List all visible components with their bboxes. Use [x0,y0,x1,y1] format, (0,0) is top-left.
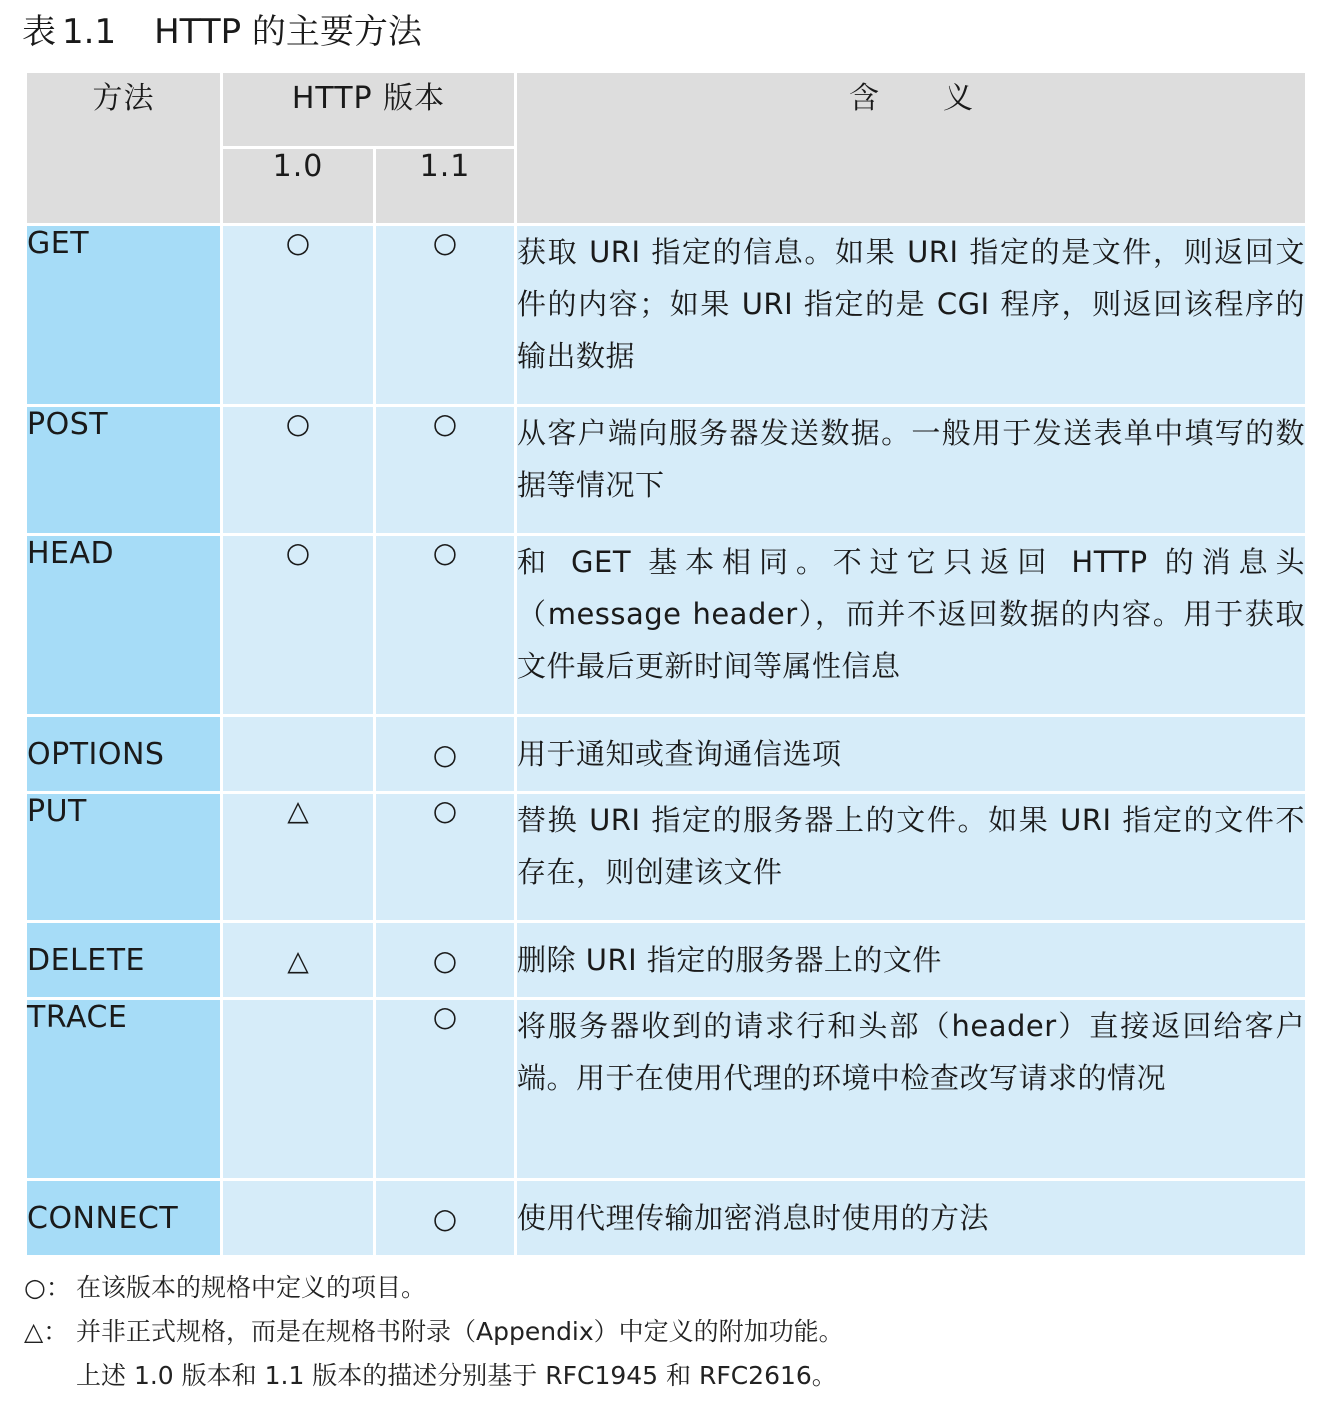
table-row [26,406,1307,535]
version-1-1-mark: ○ [375,922,516,999]
method-name: POST [26,406,222,535]
header-meaning-left: 含 [849,81,879,116]
version-1-1-mark: ○ [375,535,516,716]
table-row [26,793,1307,922]
table-row [26,225,1307,406]
caption-title: HTTP 的主要方法 [154,12,422,52]
table-caption [22,10,422,54]
version-1-1-mark: ○ [375,225,516,406]
method-description: 删除 URI 指定的服务器上的文件 [516,922,1307,999]
table-row [26,922,1307,999]
version-1-1-mark: ○ [375,793,516,922]
table-notes [24,1266,844,1398]
method-name: GET [26,225,222,406]
note-basis: 上述 1.0 版本和 1.1 版本的描述分别基于 RFC1945 和 RFC2616。 [76,1361,837,1390]
method-description: 和 GET 基本相同。不过它只返回 HTTP 的消息头（message header），而并不返回数据的内容。用于获取文件最后更新时间等属性信息 [516,535,1307,716]
header-method: 方法 [26,72,222,225]
method-description: 使用代理传输加密消息时使用的方法 [516,1180,1307,1257]
method-name: TRACE [26,999,222,1180]
header-meaning-right: 义 [943,81,973,116]
note-circle-symbol: ○： [24,1273,71,1302]
note-triangle [24,1310,844,1354]
header-version-group: HTTP 版本 [222,72,516,148]
method-name: HEAD [26,535,222,716]
method-name: DELETE [26,922,222,999]
note-triangle-text: 并非正式规格，而是在规格书附录（Appendix）中定义的附加功能。 [76,1317,844,1346]
version-1-0-mark: △ [222,922,375,999]
header-version-1-1: 1.1 [375,148,516,225]
header-meaning [516,72,1307,225]
method-description: 将服务器收到的请求行和头部（header）直接返回给客户端。用于在使用代理的环境中检查改写请求的情况 [516,999,1307,1180]
version-1-1-mark: ○ [375,1180,516,1257]
version-1-1-mark: ○ [375,999,516,1180]
method-description: 用于通知或查询通信选项 [516,716,1307,793]
http-methods-table [24,70,1308,1258]
version-1-1-mark: ○ [375,406,516,535]
table-row [26,535,1307,716]
header-version-1-0: 1.0 [222,148,375,225]
method-name: CONNECT [26,1180,222,1257]
table-row [26,1180,1307,1257]
caption-label: 表 [22,12,56,52]
note-circle [24,1266,844,1310]
method-name: OPTIONS [26,716,222,793]
version-1-0-mark: △ [222,793,375,922]
method-name: PUT [26,793,222,922]
version-1-0-mark: ○ [222,406,375,535]
method-description: 获取 URI 指定的信息。如果 URI 指定的是文件，则返回文件的内容；如果 URI 指定的是 CGI 程序，则返回该程序的输出数据 [516,225,1307,406]
caption-number: 1.1 [62,12,117,52]
version-1-0-mark: ○ [222,535,375,716]
table-row [26,716,1307,793]
version-1-0-mark [222,716,375,793]
method-description: 从客户端向服务器发送数据。一般用于发送表单中填写的数据等情况下 [516,406,1307,535]
note-circle-text: 在该版本的规格中定义的项目。 [76,1273,427,1302]
note-triangle-symbol: △： [24,1317,69,1346]
table-row [26,999,1307,1180]
version-1-0-mark: ○ [222,225,375,406]
version-1-0-mark [222,999,375,1180]
method-description: 替换 URI 指定的服务器上的文件。如果 URI 指定的文件不存在，则创建该文件 [516,793,1307,922]
version-1-1-mark: ○ [375,716,516,793]
version-1-0-mark [222,1180,375,1257]
